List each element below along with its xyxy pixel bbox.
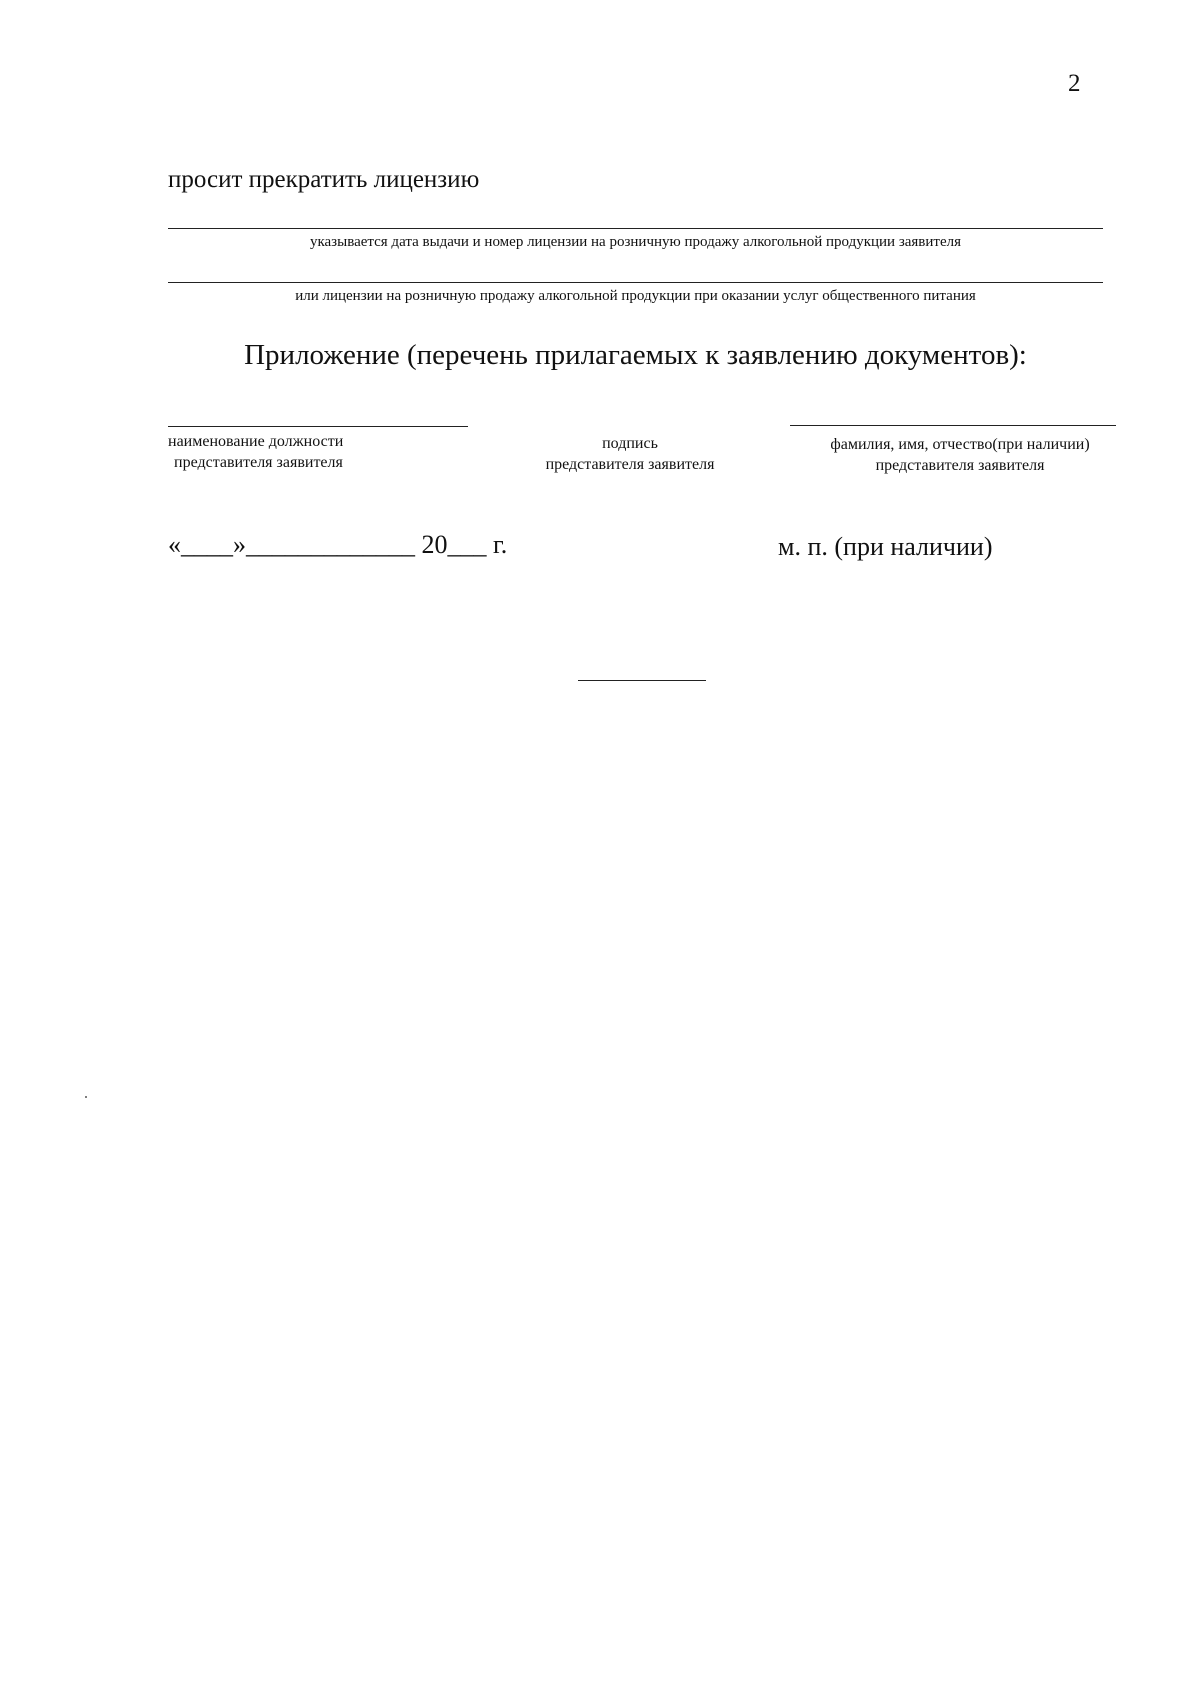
full-name-label-line-2: представителя заявителя — [875, 457, 1045, 474]
license-blank-line-2 — [168, 282, 1103, 283]
request-text: просит прекратить лицензию — [168, 166, 480, 193]
appendix-title: Приложение (перечень прилагаемых к заявлению документов): — [244, 339, 1027, 371]
license-date-number-hint: указывается дата выдачи и номер лицензии на розничную продажу алкогольной продукции заявителя — [309, 234, 962, 250]
signature-label-line-2: представителя заявителя — [545, 456, 715, 473]
position-label — [168, 431, 343, 473]
full-name-blank-line — [790, 425, 1116, 426]
position-label-line-2: представителя заявителя — [174, 454, 343, 471]
full-name-label-line-1: фамилия, имя, отчество(при наличии) — [830, 436, 1090, 453]
page-number: 2 — [1068, 70, 1081, 97]
signature-label-line-1: подпись — [602, 435, 658, 452]
stamp-placeholder: м. п. (при наличии) — [778, 532, 993, 561]
signature-label — [520, 433, 740, 475]
position-label-line-1: наименование должности — [168, 433, 344, 450]
full-name-label — [800, 434, 1120, 476]
position-blank-line — [168, 426, 468, 427]
license-blank-line-1 — [168, 228, 1103, 229]
date-line: «____»_____________ 20___ г. — [168, 530, 508, 559]
license-catering-hint: или лицензии на розничную продажу алкогольной продукции при оказании услуг общественного питания — [295, 288, 976, 304]
scan-speck — [85, 1096, 87, 1098]
end-separator-line — [578, 680, 706, 681]
